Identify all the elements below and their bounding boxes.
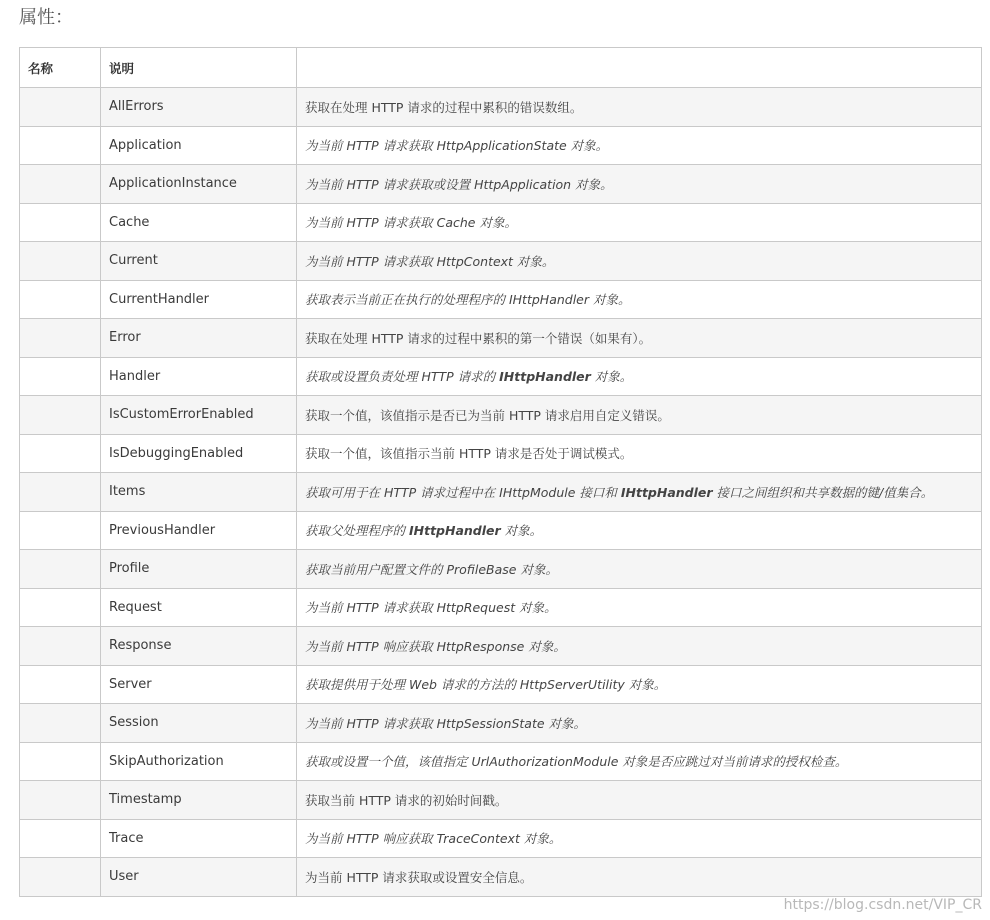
property-name: Handler: [101, 357, 297, 396]
property-description: [297, 396, 982, 435]
property-name: Server: [101, 665, 297, 704]
description-text: 为当前 HTTP 请求获取 HttpContext 对象。: [305, 253, 555, 269]
description-emphasis: IHttpHandler: [499, 369, 591, 385]
table-row: [20, 858, 982, 897]
property-name: CurrentHandler: [101, 280, 297, 319]
description-text: 获取提供用于处理 Web 请求的方法的 HttpServerUtility 对象。: [305, 677, 667, 693]
property-name: SkipAuthorization: [101, 742, 297, 781]
row-empty-cell: [20, 819, 101, 858]
property-name: PreviousHandler: [101, 511, 297, 550]
row-empty-cell: [20, 858, 101, 897]
description-text: 获取一个值，该值指示是否已为当前 HTTP 请求启用自定义错误。: [305, 407, 670, 423]
table-row: [20, 242, 982, 281]
property-description: [297, 511, 982, 550]
table-row: [20, 203, 982, 242]
section-heading: 属性：: [19, 7, 73, 28]
row-empty-cell: [20, 550, 101, 589]
row-empty-cell: [20, 588, 101, 627]
property-name: User: [101, 858, 297, 897]
property-description: [297, 704, 982, 743]
property-description: [297, 88, 982, 127]
row-empty-cell: [20, 396, 101, 435]
table-body: [20, 88, 982, 897]
property-name: Response: [101, 627, 297, 666]
table-row: [20, 165, 982, 204]
property-description: [297, 357, 982, 396]
description-emphasis: IHttpHandler: [620, 484, 713, 500]
row-empty-cell: [20, 511, 101, 550]
table-row: [20, 665, 982, 704]
property-name: IsDebuggingEnabled: [101, 434, 297, 473]
table-row: [20, 627, 982, 666]
property-name: IsCustomErrorEnabled: [101, 396, 297, 435]
row-empty-cell: [20, 704, 101, 743]
property-description: [297, 588, 982, 627]
description-text: 获取或设置一个值，该值指定 UrlAuthorizationModule 对象是否应跳过对当前请求的授权检查。: [305, 754, 848, 770]
description-text: 为当前 HTTP 请求获取或设置 HttpApplication 对象。: [305, 176, 613, 192]
row-empty-cell: [20, 781, 101, 820]
header-description: 说明: [101, 48, 297, 88]
property-description: [297, 781, 982, 820]
row-empty-cell: [20, 165, 101, 204]
table-row: [20, 550, 982, 589]
header-empty: [297, 48, 982, 88]
description-text: 为当前 HTTP 请求获取 HttpSessionState 对象。: [305, 715, 587, 731]
table-row: [20, 396, 982, 435]
row-empty-cell: [20, 203, 101, 242]
property-name: Trace: [101, 819, 297, 858]
property-description: [297, 473, 982, 512]
description-text: 对象。: [500, 523, 543, 539]
property-description: [297, 165, 982, 204]
property-name: ApplicationInstance: [101, 165, 297, 204]
description-text: 为当前 HTTP 响应获取 TraceContext 对象。: [305, 831, 562, 847]
row-empty-cell: [20, 242, 101, 281]
table-row: [20, 126, 982, 165]
property-description: [297, 242, 982, 281]
description-text: 为当前 HTTP 请求获取 HttpRequest 对象。: [305, 600, 557, 616]
description-text: 获取在处理 HTTP 请求的过程中累积的错误数组。: [305, 99, 583, 115]
description-text: 为当前 HTTP 响应获取 HttpResponse 对象。: [305, 638, 566, 654]
table-row: [20, 357, 982, 396]
property-name: Current: [101, 242, 297, 281]
row-empty-cell: [20, 742, 101, 781]
description-text: 为当前 HTTP 请求获取或设置安全信息。: [305, 869, 533, 885]
table-row: [20, 819, 982, 858]
property-description: [297, 203, 982, 242]
description-text: 接口之间组织和共享数据的键/值集合。: [712, 484, 934, 500]
row-empty-cell: [20, 319, 101, 358]
property-name: Request: [101, 588, 297, 627]
table-row: [20, 473, 982, 512]
row-empty-cell: [20, 88, 101, 127]
header-name: 名称: [20, 48, 101, 88]
table-header-row: [20, 48, 982, 88]
description-text: 获取一个值，该值指示当前 HTTP 请求是否处于调试模式。: [305, 446, 633, 462]
description-text: 获取表示当前正在执行的处理程序的 IHttpHandler 对象。: [305, 292, 631, 308]
table-row: [20, 704, 982, 743]
description-text: 获取或设置负责处理 HTTP 请求的: [305, 369, 500, 385]
table-row: [20, 434, 982, 473]
property-description: [297, 665, 982, 704]
description-text: 获取当前 HTTP 请求的初始时间戳。: [305, 792, 508, 808]
property-description: [297, 434, 982, 473]
property-name: Profile: [101, 550, 297, 589]
table-row: [20, 319, 982, 358]
property-name: Cache: [101, 203, 297, 242]
property-name: Session: [101, 704, 297, 743]
watermark: https://blog.csdn.net/VIP_CR: [783, 897, 982, 913]
row-empty-cell: [20, 627, 101, 666]
table-row: [20, 88, 982, 127]
property-description: [297, 627, 982, 666]
description-text: 对象。: [590, 369, 633, 385]
property-description: [297, 319, 982, 358]
property-description: [297, 126, 982, 165]
property-description: [297, 280, 982, 319]
property-description: [297, 550, 982, 589]
row-empty-cell: [20, 473, 101, 512]
table-row: [20, 588, 982, 627]
description-text: 获取当前用户配置文件的 ProfileBase 对象。: [305, 561, 558, 577]
property-description: [297, 819, 982, 858]
description-text: 为当前 HTTP 请求获取 HttpApplicationState 对象。: [305, 138, 609, 154]
property-name: Timestamp: [101, 781, 297, 820]
property-name: Error: [101, 319, 297, 358]
description-emphasis: IHttpHandler: [408, 523, 501, 539]
table-row: [20, 280, 982, 319]
table-row: [20, 511, 982, 550]
description-text: 为当前 HTTP 请求获取 Cache 对象。: [305, 215, 517, 231]
description-text: 获取可用于在 HTTP 请求过程中在 IHttpModule 接口和: [305, 484, 621, 500]
property-name: Application: [101, 126, 297, 165]
properties-table: [19, 47, 982, 897]
row-empty-cell: [20, 280, 101, 319]
property-description: [297, 858, 982, 897]
description-text: 获取父处理程序的: [305, 523, 409, 539]
row-empty-cell: [20, 357, 101, 396]
property-name: Items: [101, 473, 297, 512]
row-empty-cell: [20, 434, 101, 473]
description-text: 获取在处理 HTTP 请求的过程中累积的第一个错误（如果有）。: [305, 330, 652, 346]
table-row: [20, 781, 982, 820]
property-description: [297, 742, 982, 781]
property-name: AllErrors: [101, 88, 297, 127]
table-row: [20, 742, 982, 781]
row-empty-cell: [20, 126, 101, 165]
row-empty-cell: [20, 665, 101, 704]
